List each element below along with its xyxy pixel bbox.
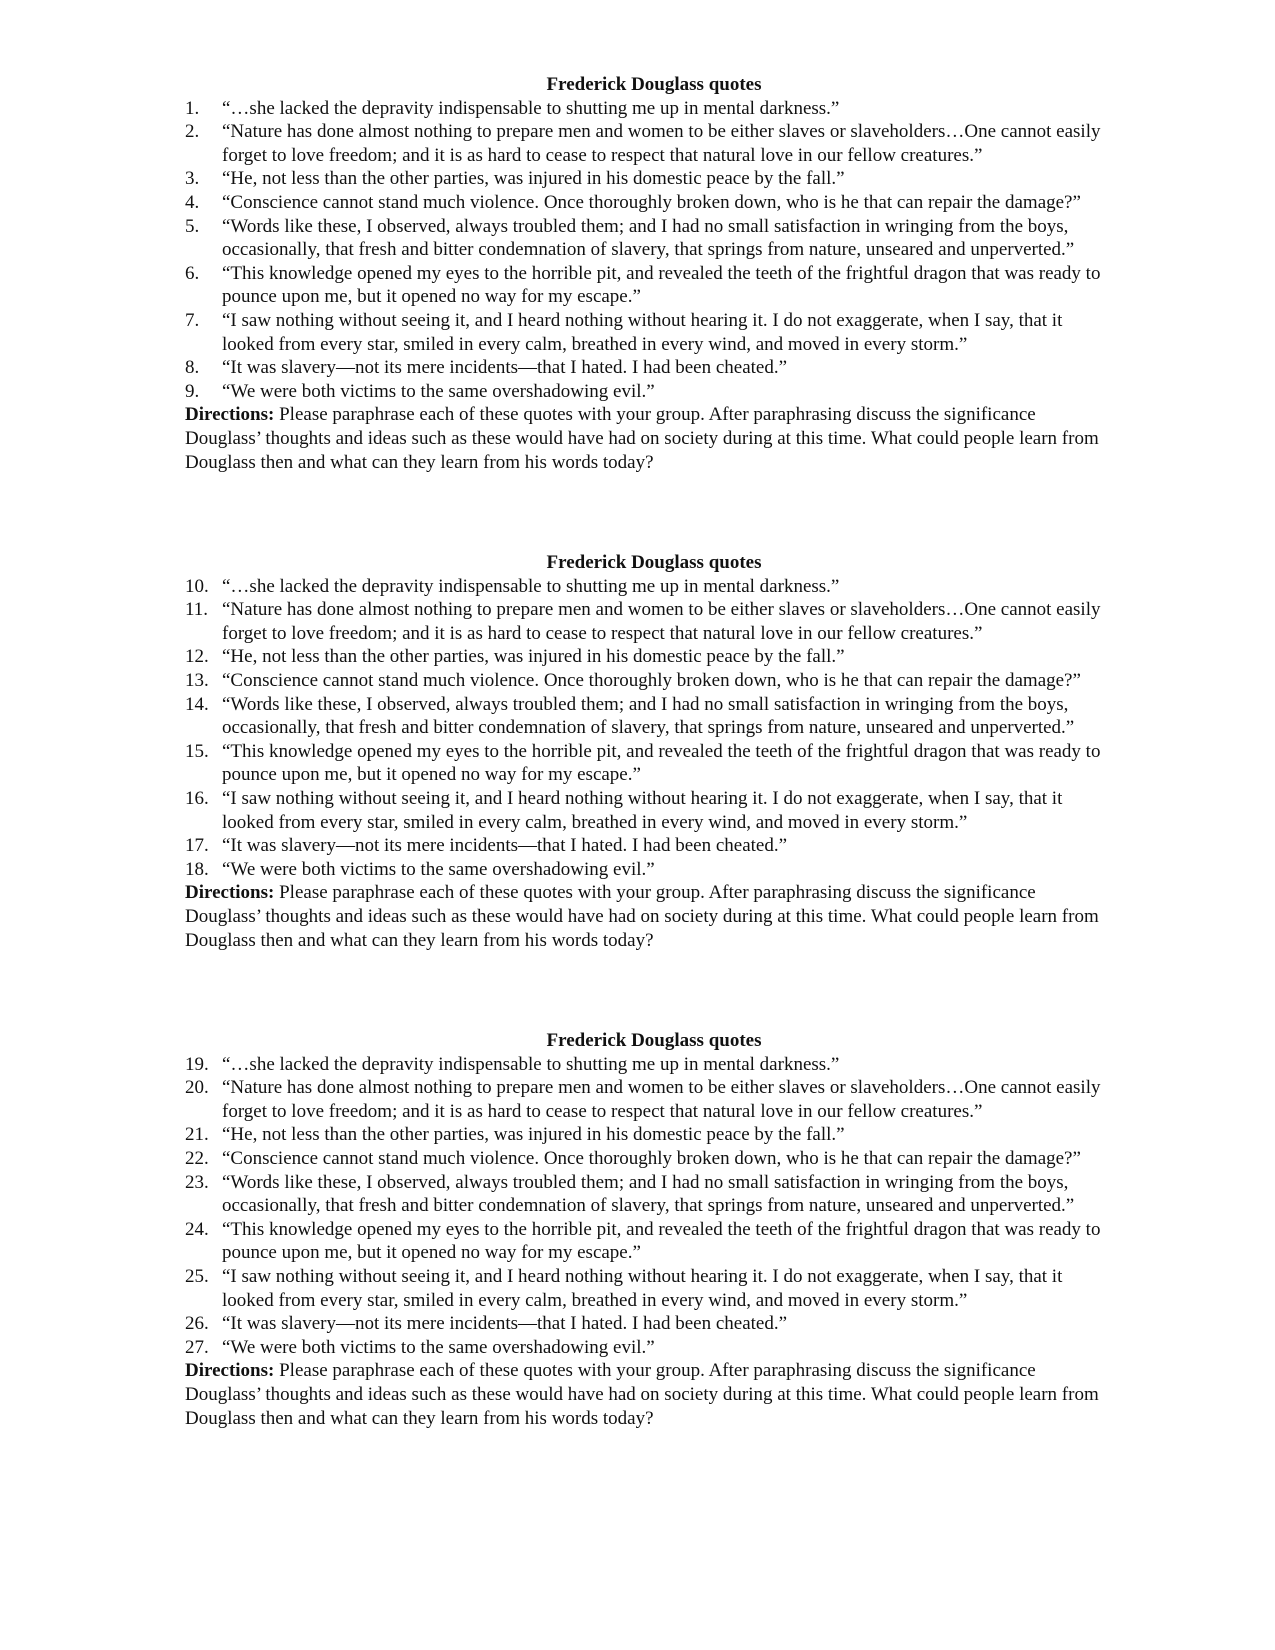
- list-item: [185, 1312, 1105, 1336]
- list-item: [185, 309, 1105, 356]
- list-item: [185, 1171, 1105, 1218]
- quote-text: “I saw nothing without seeing it, and I heard nothing without hearing it. I do not exaggerate, when I say, that it looked from every star, smiled in every calm, breathed in every wind, and moved in every storm.”: [222, 1265, 1063, 1311]
- quote-text: “Words like these, I observed, always troubled them; and I had no small satisfaction in wringing from the boys, occasionally, that fresh and bitter condemnation of slavery, that springs from nature, unseared and unperverted.”: [222, 1171, 1075, 1217]
- directions-label: Directions:: [185, 404, 275, 426]
- list-item: [185, 1053, 1105, 1077]
- item-number: 14.: [185, 693, 209, 715]
- list-item: [185, 858, 1105, 882]
- quote-text: “It was slavery—not its mere incidents—that I hated. I had been cheated.”: [222, 357, 788, 379]
- quote-text: “…she lacked the depravity indispensable to shutting me up in mental darkness.”: [222, 575, 840, 597]
- item-number: 27.: [185, 1336, 209, 1358]
- list-item: [185, 693, 1105, 740]
- list-item: [185, 167, 1105, 191]
- quote-text: “I saw nothing without seeing it, and I heard nothing without hearing it. I do not exaggerate, when I say, that it looked from every star, smiled in every calm, breathed in every wind, and moved in every storm.”: [222, 309, 1063, 355]
- item-number: 9.: [185, 380, 200, 402]
- list-item: [185, 834, 1105, 858]
- item-number: 10.: [185, 575, 209, 597]
- list-item: [185, 1147, 1105, 1171]
- item-number: 13.: [185, 669, 209, 691]
- quote-section-1: [185, 73, 1105, 474]
- list-item: [185, 1265, 1105, 1312]
- quote-text: “He, not less than the other parties, was injured in his domestic peace by the fall.”: [222, 1124, 845, 1146]
- item-number: 21.: [185, 1124, 209, 1146]
- item-number: 24.: [185, 1218, 209, 1240]
- quote-section-3: [185, 1029, 1105, 1430]
- quote-text: “He, not less than the other parties, was injured in his domestic peace by the fall.”: [222, 646, 845, 668]
- directions-paragraph: [185, 403, 1105, 474]
- quote-text: “…she lacked the depravity indispensable to shutting me up in mental darkness.”: [222, 1053, 840, 1075]
- quote-text: “Conscience cannot stand much violence. Once thoroughly broken down, who is he that can repair the damage?”: [222, 669, 1081, 691]
- list-item: [185, 380, 1105, 404]
- list-item: [185, 1218, 1105, 1265]
- quote-text: “…she lacked the depravity indispensable to shutting me up in mental darkness.”: [222, 97, 840, 119]
- list-item: [185, 1336, 1105, 1360]
- quote-text: “We were both victims to the same overshadowing evil.”: [222, 380, 655, 402]
- quote-text: “This knowledge opened my eyes to the horrible pit, and revealed the teeth of the frightful dragon that was ready to pounce upon me, but it opened no way for my escape.”: [222, 1218, 1101, 1264]
- section-title: Frederick Douglass quotes: [546, 552, 762, 573]
- quote-text: “Nature has done almost nothing to prepare men and women to be either slaves or slaveholders…One cannot easily forget to love freedom; and it is as hard to cease to respect that natural love in our fellow creatures.”: [222, 121, 1101, 166]
- item-number: 25.: [185, 1265, 209, 1287]
- quote-text: “Nature has done almost nothing to prepare men and women to be either slaves or slaveholders…One cannot easily forget to love freedom; and it is as hard to cease to respect that natural love in our fellow creatures.”: [222, 1077, 1101, 1122]
- quote-text: “This knowledge opened my eyes to the horrible pit, and revealed the teeth of the frightful dragon that was ready to pounce upon me, but it opened no way for my escape.”: [222, 262, 1101, 308]
- item-number: 1.: [185, 97, 200, 119]
- item-number: 15.: [185, 740, 209, 762]
- item-number: 6.: [185, 262, 200, 284]
- item-number: 20.: [185, 1077, 209, 1099]
- quote-text: “I saw nothing without seeing it, and I heard nothing without hearing it. I do not exaggerate, when I say, that it looked from every star, smiled in every calm, breathed in every wind, and moved in every storm.”: [222, 787, 1063, 833]
- item-number: 26.: [185, 1313, 209, 1335]
- item-number: 16.: [185, 787, 209, 809]
- item-number: 22.: [185, 1147, 209, 1169]
- directions-text: Please paraphrase each of these quotes with your group. After paraphrasing discuss the significance Douglass’ thoughts and ideas such as these would have had on society during at this time. What could people learn from Douglass then and what can they learn from his words today?: [185, 404, 1099, 473]
- list-item: [185, 97, 1105, 121]
- list-item: [185, 215, 1105, 262]
- quote-text: “Conscience cannot stand much violence. Once thoroughly broken down, who is he that can repair the damage?”: [222, 1147, 1081, 1169]
- list-item: [185, 598, 1105, 645]
- quote-text: “Words like these, I observed, always troubled them; and I had no small satisfaction in wringing from the boys, occasionally, that fresh and bitter condemnation of slavery, that springs from nature, unseared and unperverted.”: [222, 215, 1075, 261]
- directions-label: Directions:: [185, 1360, 275, 1382]
- item-number: 17.: [185, 835, 209, 857]
- list-item: [185, 669, 1105, 693]
- list-item: [185, 575, 1105, 599]
- item-number: 18.: [185, 858, 209, 880]
- directions-paragraph: [185, 881, 1105, 952]
- quote-text: “It was slavery—not its mere incidents—that I hated. I had been cheated.”: [222, 1313, 788, 1335]
- item-number: 7.: [185, 309, 200, 331]
- quote-text: “Conscience cannot stand much violence. Once thoroughly broken down, who is he that can repair the damage?”: [222, 191, 1081, 213]
- list-item: [185, 356, 1105, 380]
- list-item: [185, 120, 1105, 167]
- item-number: 23.: [185, 1171, 209, 1193]
- section-title: Frederick Douglass quotes: [546, 74, 762, 95]
- directions-text: Please paraphrase each of these quotes with your group. After paraphrasing discuss the significance Douglass’ thoughts and ideas such as these would have had on society during at this time. What could people learn from Douglass then and what can they learn from his words today?: [185, 882, 1099, 951]
- list-item: [185, 262, 1105, 309]
- quote-text: “He, not less than the other parties, was injured in his domestic peace by the fall.”: [222, 168, 845, 190]
- quote-text: “Words like these, I observed, always troubled them; and I had no small satisfaction in wringing from the boys, occasionally, that fresh and bitter condemnation of slavery, that springs from nature, unseared and unperverted.”: [222, 693, 1075, 739]
- item-number: 4.: [185, 191, 200, 213]
- list-item: [185, 1123, 1105, 1147]
- directions-text: Please paraphrase each of these quotes with your group. After paraphrasing discuss the significance Douglass’ thoughts and ideas such as these would have had on society during at this time. What could people learn from Douglass then and what can they learn from his words today?: [185, 1360, 1099, 1429]
- item-number: 3.: [185, 168, 200, 190]
- quote-text: “It was slavery—not its mere incidents—that I hated. I had been cheated.”: [222, 835, 788, 857]
- item-number: 5.: [185, 215, 200, 237]
- list-item: [185, 787, 1105, 834]
- list-item: [185, 740, 1105, 787]
- quote-list: [185, 97, 1105, 404]
- quote-text: “Nature has done almost nothing to prepare men and women to be either slaves or slaveholders…One cannot easily forget to love freedom; and it is as hard to cease to respect that natural love in our fellow creatures.”: [222, 599, 1101, 644]
- quote-section-2: [185, 551, 1105, 952]
- quote-text: “This knowledge opened my eyes to the horrible pit, and revealed the teeth of the frightful dragon that was ready to pounce upon me, but it opened no way for my escape.”: [222, 740, 1101, 786]
- section-title: Frederick Douglass quotes: [546, 1030, 762, 1051]
- item-number: 11.: [185, 599, 209, 621]
- item-number: 19.: [185, 1053, 209, 1075]
- directions-paragraph: [185, 1359, 1105, 1430]
- quote-list: [185, 1053, 1105, 1360]
- list-item: [185, 1076, 1105, 1123]
- quote-list: [185, 575, 1105, 882]
- quote-text: “We were both victims to the same overshadowing evil.”: [222, 858, 655, 880]
- list-item: [185, 645, 1105, 669]
- quote-text: “We were both victims to the same overshadowing evil.”: [222, 1336, 655, 1358]
- item-number: 12.: [185, 646, 209, 668]
- directions-label: Directions:: [185, 882, 275, 904]
- list-item: [185, 191, 1105, 215]
- item-number: 2.: [185, 121, 200, 143]
- item-number: 8.: [185, 357, 200, 379]
